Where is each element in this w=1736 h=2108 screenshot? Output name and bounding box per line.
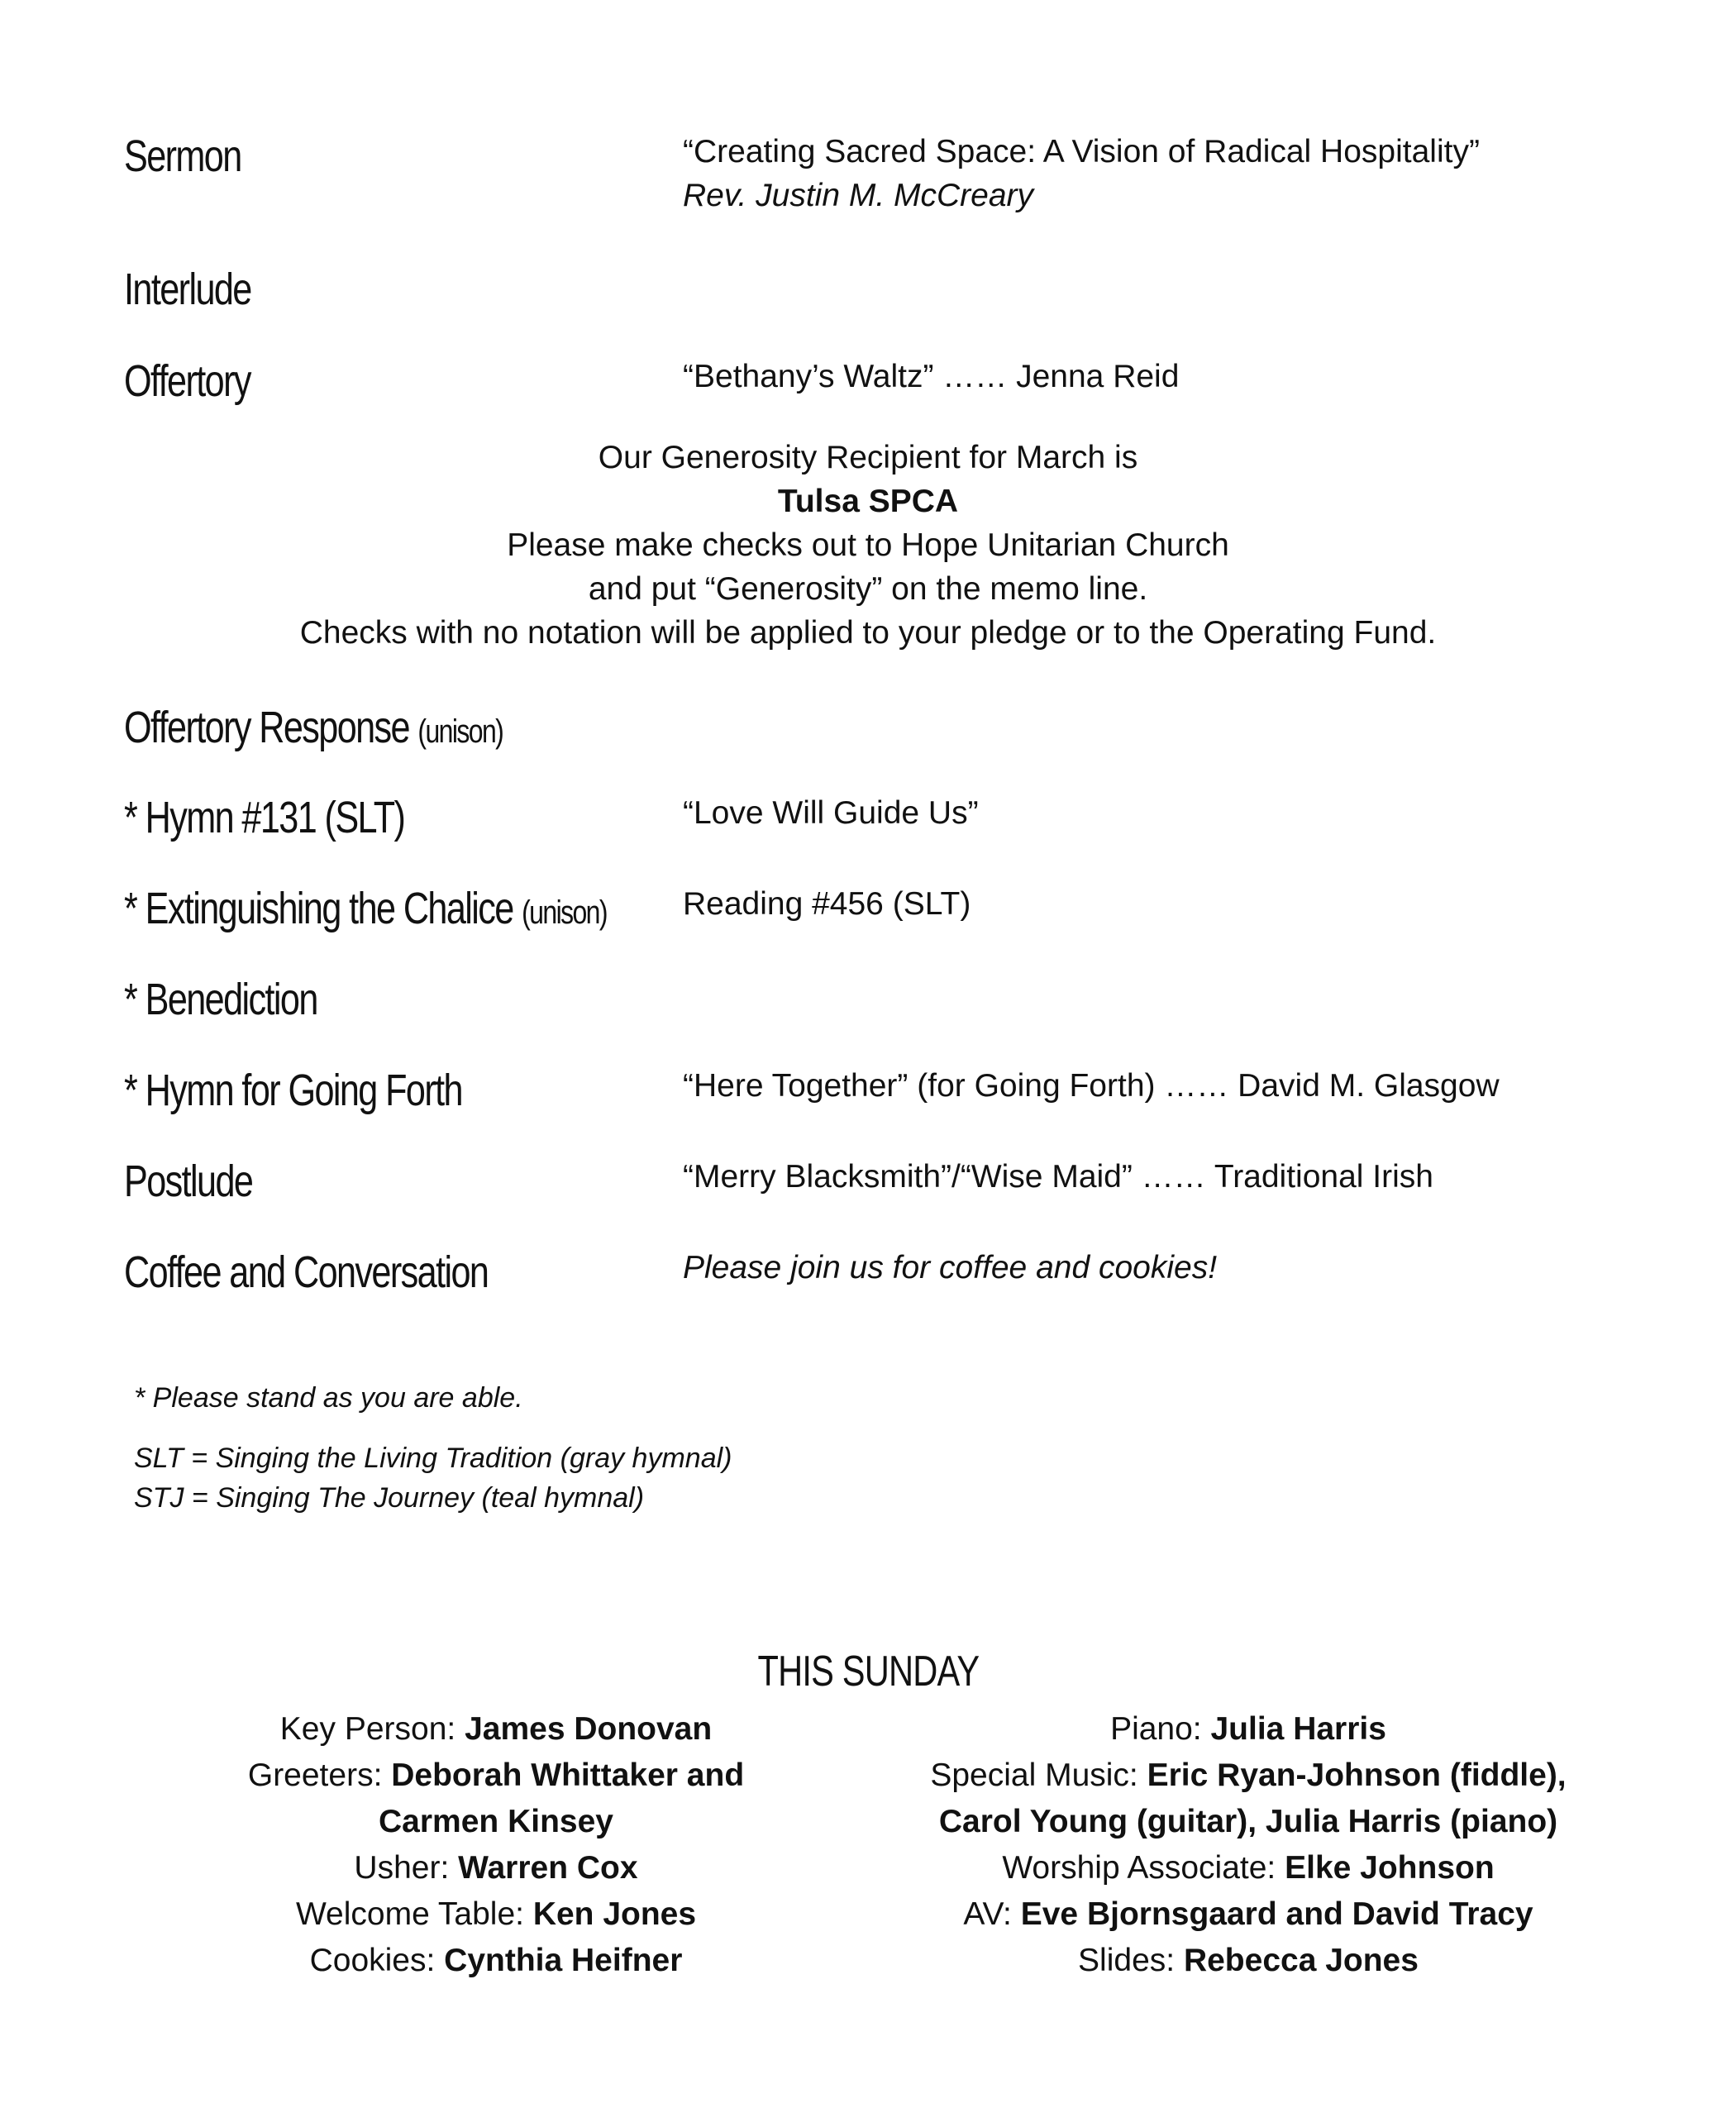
stj-note: STJ = Singing The Journey (teal hymnal) (134, 1482, 645, 1514)
key-person-row: Key Person: James Donovan (279, 1711, 713, 1747)
program-label-hymn-131: * Hymn #131 (SLT) (124, 793, 405, 842)
special-music-row-cont: Carol Young (guitar), Julia Harris (piano) (938, 1804, 1558, 1839)
generosity-notice (0, 436, 1736, 655)
slides-row: Slides: Rebecca Jones (1078, 1943, 1419, 1978)
hymn-131-title: “Love Will Guide Us” (683, 795, 979, 831)
program-label-sermon: Sermon (124, 131, 241, 181)
welcome-table-row: Welcome Table: Ken Jones (295, 1896, 697, 1932)
generosity-line-4: and put “Generosity” on the memo line. (588, 571, 1148, 607)
sermon-speaker: Rev. Justin M. McCreary (683, 178, 1034, 213)
program-label-benediction: * Benediction (124, 975, 317, 1024)
program-label-extinguishing: * Extinguishing the Chalice (unison) (124, 884, 607, 933)
volunteers-left-column (165, 1706, 827, 1984)
this-sunday-heading: THIS SUNDAY (757, 1648, 979, 1695)
sermon-title: “Creating Sacred Space: A Vision of Radical Hospitality” (683, 134, 1480, 169)
worship-associate-row: Worship Associate: Elke Johnson (1002, 1850, 1495, 1886)
greeters-row: Greeters: Deborah Whittaker and (247, 1757, 745, 1793)
generosity-line-5: Checks with no notation will be applied to your pledge or to the Operating Fund. (299, 615, 1437, 651)
volunteers-right-column (835, 1706, 1662, 1984)
generosity-line-1: Our Generosity Recipient for March is (598, 440, 1138, 475)
program-label-postlude: Postlude (124, 1157, 253, 1206)
extinguishing-detail: Reading #456 (SLT) (683, 886, 971, 922)
program-label-offertory-response: Offertory Response (unison) (124, 703, 503, 752)
greeters-row-cont: Carmen Kinsey (379, 1804, 613, 1839)
piano-row: Piano: Julia Harris (1110, 1711, 1386, 1747)
slt-note: SLT = Singing the Living Tradition (gray hymnal) (134, 1443, 732, 1474)
program-label-coffee: Coffee and Conversation (124, 1247, 489, 1297)
postlude-detail: “Merry Blacksmith”/“Wise Maid” …… Traditional Irish (683, 1159, 1433, 1195)
program-label-interlude: Interlude (124, 265, 251, 314)
av-row: AV: Eve Bjornsgaard and David Tracy (963, 1896, 1533, 1932)
special-music-row: Special Music: Eric Ryan-Johnson (fiddle), (930, 1757, 1567, 1793)
generosity-recipient: Tulsa SPCA (777, 484, 959, 519)
coffee-detail: Please join us for coffee and cookies! (683, 1250, 1218, 1285)
cookies-row: Cookies: Cynthia Heifner (309, 1943, 683, 1978)
generosity-line-3: Please make checks out to Hope Unitarian Church (507, 527, 1229, 563)
stand-note: * Please stand as you are able. (134, 1382, 523, 1414)
program-label-offertory: Offertory (124, 356, 250, 406)
program-label-hymn-going-forth: * Hymn for Going Forth (124, 1066, 462, 1115)
usher-row: Usher: Warren Cox (354, 1850, 638, 1886)
hymn-going-forth-detail: “Here Together” (for Going Forth) …… David M. Glasgow (683, 1068, 1500, 1104)
offertory-detail: “Bethany’s Waltz” …… Jenna Reid (683, 359, 1180, 394)
